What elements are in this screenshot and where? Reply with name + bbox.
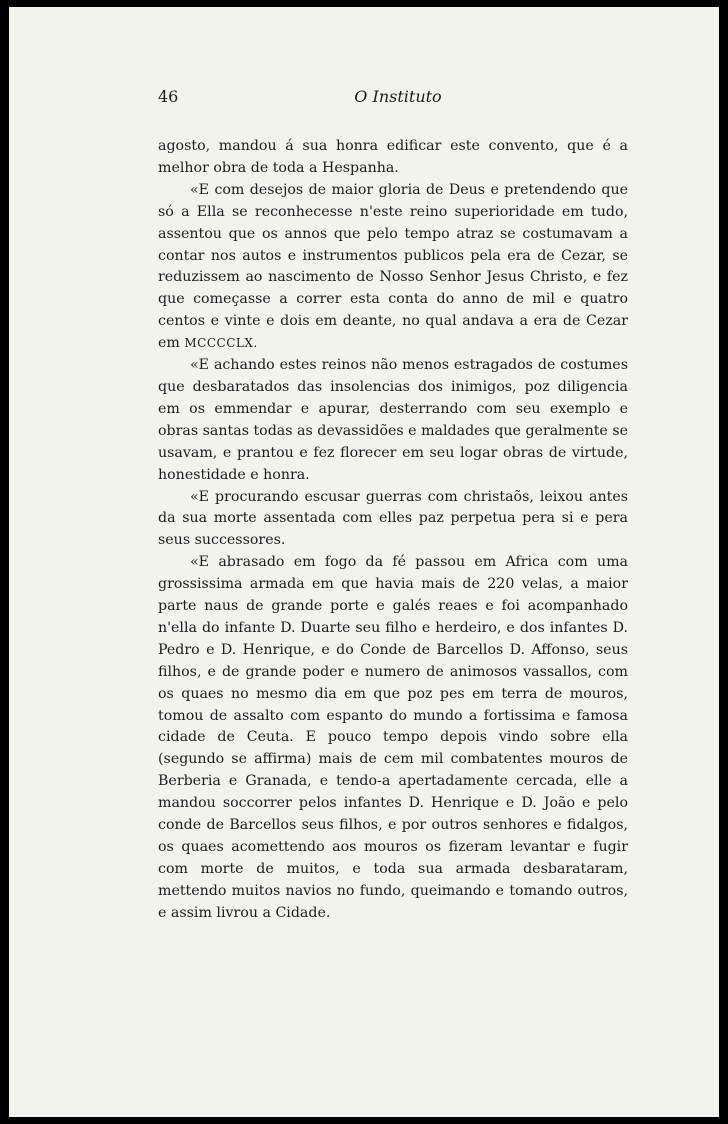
paragraph: «E abrasado em fogo da fé passou em Africa com uma grossissima armada em que havia mais de 220 velas, a maior parte naus de grande porte e galés reaes e foi acompanhado n'ella do infante D. Duarte seu filho e herdeiro, e dos infantes D. Pedro e D. Henrique, e do Conde de Barcellos D. Affonso, seus filhos, e de grande poder e numero de animosos vassallos, com os quaes no mesmo dia em que poz pes em terra de mouros, tomou de assalto com espanto do mundo a fortissima e famosa cidade de Ceuta. E pouco tempo depois vindo sobre ella (segundo se affirma) mais de cem mil combatentes mouros de Berberia e Granada, e tendo-a apertadamente cercada, elle a mandou soccorrer pelos infantes D. Henrique e D. João e pelo conde de Barcellos seus filhos, e por outros senhores e fidalgos, os quaes acomettendo aos mouros os fizeram levantar e fugir com morte de muitos, e toda sua armada desbarataram, mettendo muitos navios no fundo, queimando e tomando outros, e assim livrou a Cidade. xyxy=(158,554,628,921)
page-number: 46 xyxy=(158,87,179,106)
paragraph-text: «E com desejos de maior gloria de Deus e pretendendo que só a Ella se reconhecesse n'este reino superioridade em tudo, assentou que os annos que pelo tempo atraz se costumavam a contar nos autos e instrumentos publicos pela era de Cezar, se reduzissem ao nascimento de Nosso Senhor Jesus Christo, e fez que começasse a correr esta conta do anno de mil e quatro centos e vinte e dois em deante, no qual andava a era de Cezar em xyxy=(158,181,628,352)
book-page xyxy=(9,7,719,1117)
paragraph: agosto, mandou á sua honra edificar este convento, que é a melhor obra de toda a Hespanha. xyxy=(158,138,628,176)
page-header xyxy=(158,87,638,109)
paragraph xyxy=(158,180,628,355)
paragraph: «E procurando escusar guerras com christaõs, leixou antes da sua morte assentada com elles paz perpetua pera si e pera seus successores. xyxy=(158,488,628,549)
era-date: MCCCCLX. xyxy=(184,336,258,351)
paragraph: «E achando estes reinos não menos estragados de costumes que desbaratados das insolencias dos inimigos, poz diligencia em os emmendar e apurar, desterrando com seu exemplo e obras santas todas as devassidões e maldades que geralmente se usavam, e prantou e fez florecer em seu logar obras de virtude, honestidade e honra. xyxy=(158,357,628,483)
body-text xyxy=(158,136,628,925)
running-title: O Instituto xyxy=(354,87,442,106)
